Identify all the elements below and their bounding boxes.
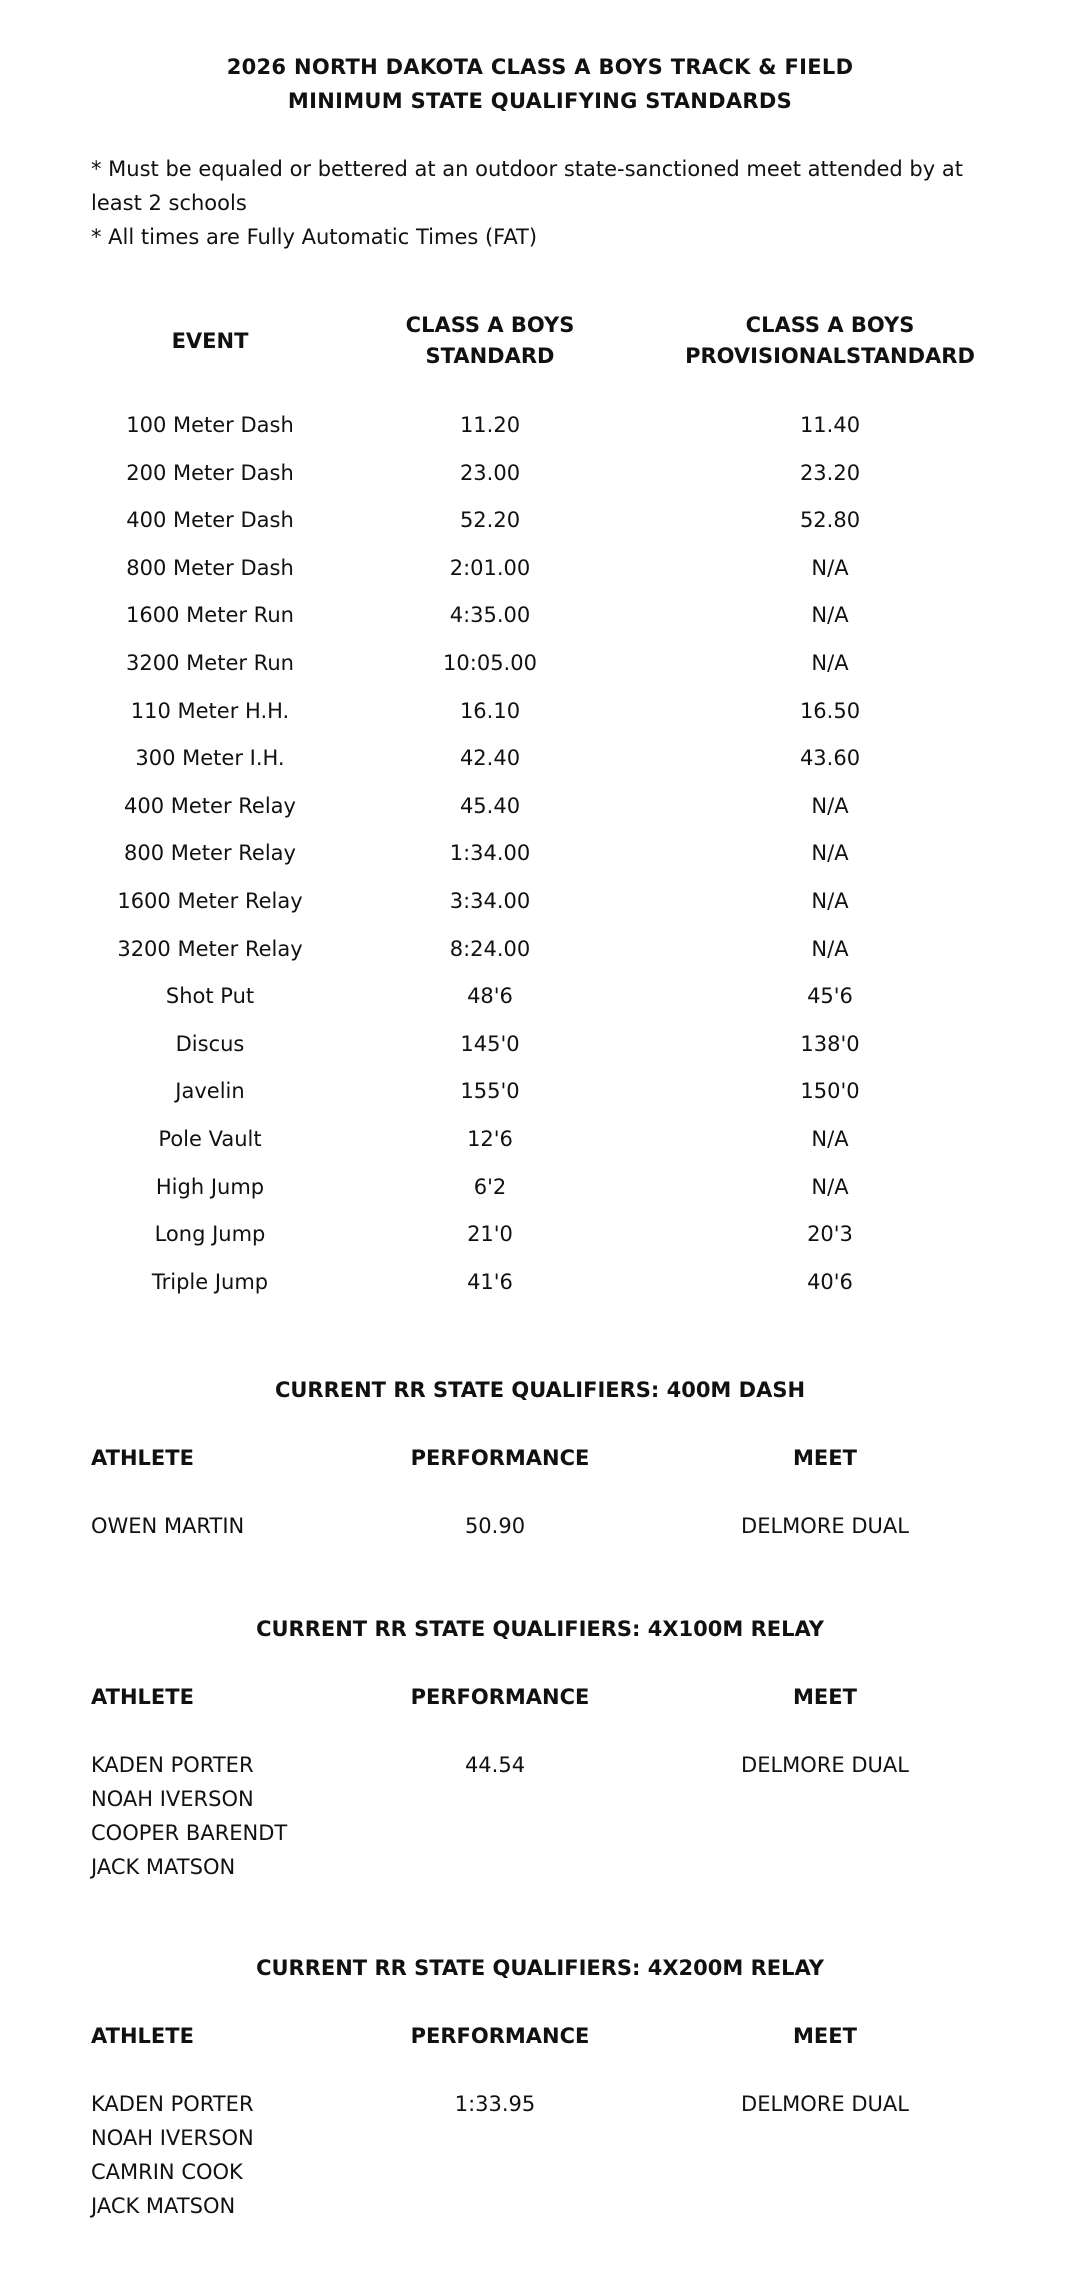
provisional-value: N/A xyxy=(811,1126,849,1151)
event-name: 1600 Meter Relay xyxy=(117,888,303,913)
standard-value: 42.40 xyxy=(459,746,521,771)
standards-row xyxy=(0,551,1080,599)
provisional-value: 43.60 xyxy=(799,746,861,771)
section-title: CURRENT RR STATE QUALIFIERS: 4X200M RELAY xyxy=(256,1956,824,1980)
header-performance: PERFORMANCE xyxy=(410,1446,590,1470)
event-name: 110 Meter H.H. xyxy=(130,698,290,723)
header-performance: PERFORMANCE xyxy=(410,1685,590,1709)
standards-row xyxy=(0,932,1080,980)
header-athlete: ATHLETE xyxy=(91,1446,194,1470)
event-name: High Jump xyxy=(155,1174,265,1199)
standard-value: 11.20 xyxy=(459,413,521,437)
qualifiers-4x100m-relay xyxy=(0,1612,1080,1884)
provisional-value: 23.20 xyxy=(799,460,861,485)
athlete-name: KADEN PORTER xyxy=(91,2092,254,2116)
event-name: Triple Jump xyxy=(151,1269,269,1294)
event-name: 3200 Meter Relay xyxy=(117,936,303,961)
standards-row xyxy=(0,598,1080,646)
standards-row xyxy=(0,1265,1080,1313)
provisional-value: N/A xyxy=(811,1174,849,1199)
standards-row xyxy=(0,408,1080,456)
provisional-value: 20'3 xyxy=(807,1222,853,1247)
event-name: 800 Meter Relay xyxy=(124,841,296,866)
provisional-value: N/A xyxy=(811,936,849,961)
provisional-value: N/A xyxy=(811,888,849,913)
standard-value: 4:35.00 xyxy=(449,603,531,628)
standards-row xyxy=(0,456,1080,504)
header-standard: CLASS A BOYS STANDARD xyxy=(405,313,575,368)
standards-row xyxy=(0,1074,1080,1122)
provisional-value: 16.50 xyxy=(799,698,861,723)
standard-value: 2:01.00 xyxy=(449,555,531,580)
athlete-name: NOAH IVERSON xyxy=(91,1787,254,1811)
standards-row xyxy=(0,884,1080,932)
provisional-value: 11.40 xyxy=(799,413,861,437)
standard-value: 41'6 xyxy=(467,1269,513,1294)
standard-value: 1:34.00 xyxy=(449,841,531,866)
standards-table-body xyxy=(0,408,1080,1312)
notes xyxy=(91,152,991,254)
provisional-value: 52.80 xyxy=(799,508,861,533)
athlete-name: JACK MATSON xyxy=(91,2194,236,2218)
header-meet: MEET xyxy=(793,1446,857,1470)
standards-row xyxy=(0,694,1080,742)
standard-value: 23.00 xyxy=(459,460,521,485)
athlete-name: COOPER BARENDT xyxy=(91,1821,288,1845)
qualifier-table-header xyxy=(0,1680,1080,1714)
provisional-value: 40'6 xyxy=(807,1269,853,1294)
standard-value: 145'0 xyxy=(460,1031,520,1056)
standard-value: 48'6 xyxy=(467,984,513,1009)
standards-row xyxy=(0,836,1080,884)
standard-value: 12'6 xyxy=(467,1126,513,1151)
athlete-name: CAMRIN COOK xyxy=(91,2160,243,2184)
page-title xyxy=(0,50,1080,118)
qualifier-row xyxy=(0,1748,1080,1884)
meet-name: DELMORE DUAL xyxy=(741,2092,909,2116)
standard-value: 8:24.00 xyxy=(449,936,531,961)
standard-value: 16.10 xyxy=(459,698,521,723)
event-name: 1600 Meter Run xyxy=(126,603,294,628)
event-name: 300 Meter I.H. xyxy=(135,746,285,771)
header-athlete: ATHLETE xyxy=(91,2024,194,2048)
qualifiers-4x200m-relay xyxy=(0,1951,1080,2223)
standard-value: 10:05.00 xyxy=(443,650,537,675)
title-line-2: MINIMUM STATE QUALIFYING STANDARDS xyxy=(287,89,793,113)
standards-row xyxy=(0,741,1080,789)
standard-value: 45.40 xyxy=(459,793,521,818)
provisional-value: N/A xyxy=(811,841,849,866)
standards-row xyxy=(0,1217,1080,1265)
event-name: Javelin xyxy=(175,1079,245,1104)
standard-value: 52.20 xyxy=(459,508,521,533)
event-name: 100 Meter Dash xyxy=(126,413,294,437)
provisional-value: 138'0 xyxy=(800,1031,860,1056)
event-name: 400 Meter Dash xyxy=(126,508,294,533)
performance-value: 44.54 xyxy=(464,1753,526,1777)
standard-value: 3:34.00 xyxy=(449,888,531,913)
standards-row xyxy=(0,1170,1080,1218)
qualifier-row xyxy=(0,2087,1080,2223)
header-provisional-standard: CLASS A BOYS PROVISIONALSTANDARD xyxy=(685,313,975,368)
event-name: Discus xyxy=(175,1031,245,1056)
meet-name: DELMORE DUAL xyxy=(741,1753,909,1777)
meet-name: DELMORE DUAL xyxy=(741,1514,909,1538)
event-name: 400 Meter Relay xyxy=(124,793,296,818)
athlete-name: NOAH IVERSON xyxy=(91,2126,254,2150)
performance-value: 50.90 xyxy=(464,1514,526,1538)
standards-row xyxy=(0,503,1080,551)
note-sanctioned-meet: * Must be equaled or bettered at an outdoor state-sanctioned meet attended by at least 2 schools xyxy=(91,157,963,215)
section-title: CURRENT RR STATE QUALIFIERS: 400M DASH xyxy=(274,1378,806,1402)
provisional-value: 150'0 xyxy=(800,1079,860,1104)
provisional-value: N/A xyxy=(811,793,849,818)
title-line-1: 2026 NORTH DAKOTA CLASS A BOYS TRACK & FIELD xyxy=(226,55,854,79)
athlete-name: KADEN PORTER xyxy=(91,1753,254,1777)
provisional-value: 45'6 xyxy=(807,984,853,1009)
standards-row xyxy=(0,1027,1080,1075)
qualifiers-400m-dash xyxy=(0,1373,1080,1543)
provisional-value: N/A xyxy=(811,603,849,628)
header-meet: MEET xyxy=(793,2024,857,2048)
event-name: Pole Vault xyxy=(158,1126,262,1151)
performance-value: 1:33.95 xyxy=(454,2092,536,2116)
event-name: 800 Meter Dash xyxy=(126,555,294,580)
standards-row xyxy=(0,1122,1080,1170)
header-athlete: ATHLETE xyxy=(91,1685,194,1709)
note-fat-times: * All times are Fully Automatic Times (FAT) xyxy=(91,225,538,249)
standard-value: 6'2 xyxy=(473,1174,507,1199)
standards-row xyxy=(0,979,1080,1027)
header-meet: MEET xyxy=(793,1685,857,1709)
standard-value: 21'0 xyxy=(467,1222,513,1247)
section-title: CURRENT RR STATE QUALIFIERS: 4X100M RELAY xyxy=(256,1617,824,1641)
standards-row xyxy=(0,646,1080,694)
qualifier-table-header xyxy=(0,2019,1080,2053)
event-name: 3200 Meter Run xyxy=(126,650,294,675)
provisional-value: N/A xyxy=(811,650,849,675)
athlete-name: OWEN MARTIN xyxy=(91,1514,245,1538)
qualifier-row xyxy=(0,1509,1080,1543)
event-name: Shot Put xyxy=(165,984,255,1009)
event-name: 200 Meter Dash xyxy=(126,460,294,485)
standards-table-header xyxy=(0,310,1080,380)
athlete-name: JACK MATSON xyxy=(91,1855,236,1879)
standard-value: 155'0 xyxy=(460,1079,520,1104)
event-name: Long Jump xyxy=(154,1222,266,1247)
provisional-value: N/A xyxy=(811,555,849,580)
standards-row xyxy=(0,789,1080,837)
header-performance: PERFORMANCE xyxy=(410,2024,590,2048)
header-event: EVENT xyxy=(171,329,249,353)
qualifier-table-header xyxy=(0,1441,1080,1475)
